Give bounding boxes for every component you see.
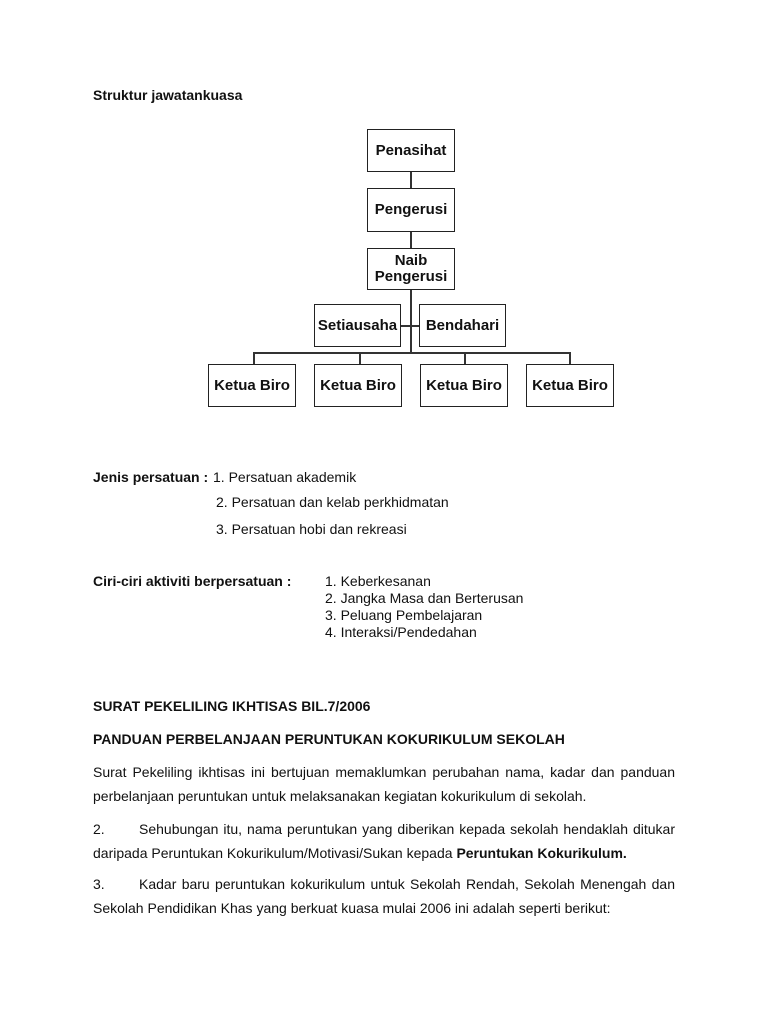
box-label: Ketua Biro	[320, 376, 396, 394]
paragraph-2	[93, 817, 675, 865]
connector-line	[400, 325, 420, 327]
ciri-item: 2. Jangka Masa dan Berterusan	[325, 590, 524, 606]
paragraph-bold-text: Peruntukan Kokurikulum.	[456, 845, 627, 861]
org-chart-heading: Struktur jawatankuasa	[93, 87, 243, 103]
ciri-label: Ciri-ciri aktiviti berpersatuan :	[93, 573, 292, 589]
box-ketua-biro-2	[314, 364, 402, 407]
ciri-item: 3. Peluang Pembelajaran	[325, 607, 483, 623]
jenis-item: 1. Persatuan akademik	[213, 469, 357, 485]
connector-line	[253, 352, 571, 354]
paragraph-text: Sehubungan itu, nama peruntukan yang diberikan kepada sekolah hendaklah ditukar daripada Peruntukan Kokurikulum/Motivasi/Sukan kepada	[93, 821, 675, 861]
jenis-item: 2. Persatuan dan kelab perkhidmatan	[216, 494, 449, 510]
ciri-item: 1. Keberkesanan	[325, 573, 431, 589]
box-ketua-biro-3	[420, 364, 508, 407]
connector-line	[410, 172, 412, 188]
box-label: Ketua Biro	[214, 376, 290, 394]
paragraph-number: 2.	[93, 821, 105, 837]
box-bendahari	[419, 304, 506, 347]
box-label: Ketua Biro	[532, 376, 608, 394]
paragraph-number: 3.	[93, 876, 105, 892]
jenis-item: 3. Persatuan hobi dan rekreasi	[216, 521, 407, 537]
box-label: Ketua Biro	[426, 376, 502, 394]
box-label-line1: Naib	[394, 252, 428, 269]
box-penasihat	[367, 129, 455, 172]
box-label: Penasihat	[375, 141, 447, 159]
ciri-item: 4. Interaksi/Pendedahan	[325, 624, 477, 640]
connector-line	[410, 290, 412, 352]
box-label-line2: Pengerusi	[374, 268, 448, 285]
ciri-list	[325, 573, 523, 641]
box-setiausaha	[314, 304, 401, 347]
circular-subtitle: PANDUAN PERBELANJAAN PERUNTUKAN KOKURIKULUM SEKOLAH	[93, 731, 565, 747]
paragraph-1: Surat Pekeliling ikhtisas ini bertujuan memaklumkan perubahan nama, kadar dan panduan perbelanjaan peruntukan untuk melaksanakan kegiatan kokurikulum di sekolah.	[93, 764, 675, 804]
box-pengerusi	[367, 188, 455, 232]
circular-title: SURAT PEKELILING IKHTISAS BIL.7/2006	[93, 698, 371, 714]
paragraph-text: Kadar baru peruntukan kokurikulum untuk Sekolah Rendah, Sekolah Menengah dan Sekolah Pendidikan Khas yang berkuat kuasa mulai 2006 ini adalah seperti berikut:	[93, 876, 675, 916]
box-ketua-biro-4	[526, 364, 614, 407]
paragraph-3	[93, 872, 675, 920]
connector-line	[410, 232, 412, 248]
box-label: Bendahari	[425, 316, 500, 334]
box-label: Pengerusi	[374, 201, 448, 218]
box-ketua-biro-1	[208, 364, 296, 407]
jenis-label: Jenis persatuan :	[93, 469, 209, 485]
box-label: Setiausaha	[317, 316, 398, 334]
box-naib-pengerusi	[367, 248, 455, 290]
